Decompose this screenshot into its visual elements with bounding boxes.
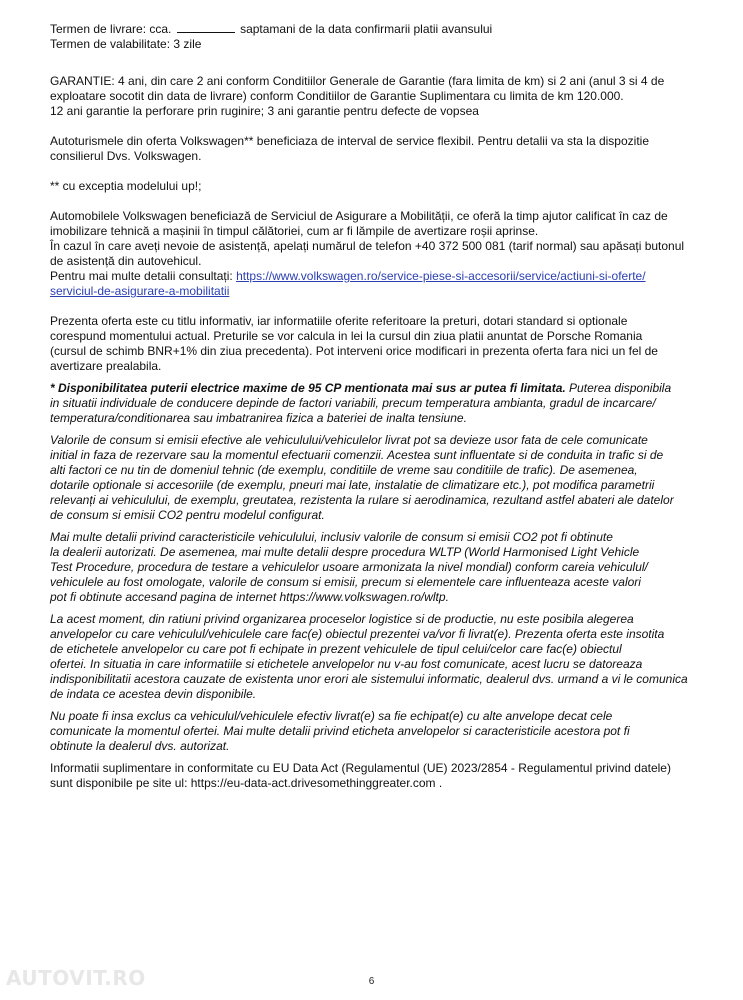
informative-offer-paragraph: Prezenta oferta este cu titlu informativ, iar informatiile oferite referitoare la preturi, dotari standard si optionale corespund momentului actual. Preturile se vor calcula in lei la cursul din ziua platii anuntat de Porsche Romania (cursul de schimb BNR+1% din ziua precedenta). Pot interveni orice modificari in prezenta oferta fara nici un fel de avertizare prealabila. [50,314,658,373]
wltp-note: Mai multe detalii privind caracteristicile vehiculului, inclusiv valorile de consum si emisii CO2 pot fi obtinute la dealerii autorizati. De asemenea, mai multe detalii despre procedura WLTP (World Harmonised Light Vehicle Test Procedure, procedura de testare a vehiculelor usoare armonizata la nivel mondial) conform careia vehiculul/ vehiculele au fost omologate, valorile de consum si emisii, precum si elementele care influenteaza aceste valori pot fi obtinute accesand pagina de internet https://www.volkswagen.ro/wltp. [50,530,648,604]
mobility-line: de asistență din autovehicul. [50,254,202,268]
mobility-line: În cazul în care aveți nevoie de asistență, apelați numărul de telefon +40 372 500 081 (tarif normal) sau apăsați butonul [50,239,685,253]
service-line: consilierul Dvs. Volkswagen. [50,149,202,163]
service-line: Autoturismele din oferta Volkswagen** beneficiaza de interval de service flexibil. Pentru detalii va sta la dispozitie [50,134,649,148]
mobility-paragraph [50,209,685,299]
tyres-note: La acest moment, din ratiuni privind organizarea proceselor logistice si de productie, nu este posibila alegerea anvelopelor cu care vehiculul/vehiculele care fac(e) obiectul prezentei va/vor fi livrat(e). Prezenta oferta este insotita de etichetele anvelopelor cu care pot fi echipate in prezent vehiculele de tipul celui/celor care fac(e) obiectul ofertei. In situatia in care informatiile si etichetele anvelopelor nu v-au fost comunicate, acest lucru se datoreaza indisponibilitatii acestora cauzate de existenta unor erori ale sistemului informatic, dealerul dvs. urmand a vi le comunica de indata ce acestea devin disponibile. [50,612,688,701]
service-paragraph [50,134,657,164]
mobility-line: Automobilele Volkswagen beneficiază de Serviciul de Asigurare a Mobilității, ce oferă la timp ajutor calificat în caz de [50,209,668,223]
electric-power-note: * Disponibilitatea puterii electrice maxime de 95 CP mentionata mai sus ar putea fi limitata. Puterea disponibila in situatii individuale de conducere depinde de factori variabili, precum temperatura ambianta, gradul de incarcare/ temperatura/conditionarea sau imbatranirea fizica a bateriei de inalta tensiune. [50,381,672,425]
delivery-term-suffix: saptamani de la data confirmarii platii avansului [240,22,493,36]
delivery-term-prefix: Termen de livrare: cca. [50,22,172,36]
warranty-line: 12 ani garantie la perforare prin ruginire; 3 ani garantie pentru defecte de vopsea [50,104,479,118]
up-model-footnote: ** cu exceptia modelului up!; [50,179,202,193]
other-tyres-note: Nu poate fi insa exclus ca vehiculul/vehiculele efectiv livrat(e) sa fie echipat(e) cu alte anvelope decat cele comunicate la momentul ofertei. Mai multe detalii privind eticheta anvelopelor si caracteristicile acestora pot fi obtinute la dealerul dvs. autorizat. [50,709,630,753]
document-page [50,22,688,791]
warranty-line: exploatare socotit din data de livrare) conform Conditiilor de Garantie Suplimentara cu limita de km 120.000. [50,89,624,103]
page-number: 6 [368,976,375,987]
mobility-service-link[interactable]: https://www.volkswagen.ro/service-piese-si-accesorii/service/actiuni-si-oferte/ [236,269,646,283]
watermark-logo: AUTOVIT.RO [6,966,146,990]
mobility-details-prefix: Pentru mai multe detalii consultați: [50,269,237,283]
mobility-service-link-continued[interactable]: serviciul-de-asigurare-a-mobilitatii [50,284,230,298]
mobility-line: imobilizare tehnică a mașinii în timpul călătoriei, cum ar fi lămpile de avertizare roșii aprinse. [50,224,539,238]
validity-term: Termen de valabilitate: 3 zile [50,37,202,51]
warranty-paragraph [50,74,665,119]
consumption-note: Valorile de consum si emisii efective ale vehiculului/vehiculelor livrat pot sa devieze usor fata de cele comunicate initial in faza de rezervare sau la momentul efectuarii comenzii. Acestea sunt influentate si de conduita in trafic si de alti factori ce nu tin de domeniul tehnic (de exemplu, conditiile de vreme sau conditiile de trafic). De asemenea, dotarile optionale si accesoriile (de exemplu, pneuri mai late, instalatie de climatizare etc.), pot modifica parametrii relevanți ai vehiculului, de exemplu, greutatea, rezistenta la rulare si aerodinamica, rezultand astfel abateri ale datelor de consum si emisii CO2 pentru modelul configurat. [50,433,674,522]
electric-power-disclaimer: * Disponibilitatea puterii electrice maxime de 95 CP mentionata mai sus ar putea fi limitata. [50,381,566,395]
delivery-weeks-blank [177,22,235,33]
data-act-note: Informatii suplimentare in conformitate cu EU Data Act (Regulamentul (UE) 2023/2854 - Regulamentul privind datele) sunt disponibile pe site ul: https://eu-data-act.drivesomethinggreater.com . [50,761,671,790]
warranty-line: GARANTIE: 4 ani, din care 2 ani conform Conditiilor Generale de Garantie (fara limita de km) si 2 ani (anul 3 si 4 de [50,74,665,88]
delivery-terms [50,22,657,52]
